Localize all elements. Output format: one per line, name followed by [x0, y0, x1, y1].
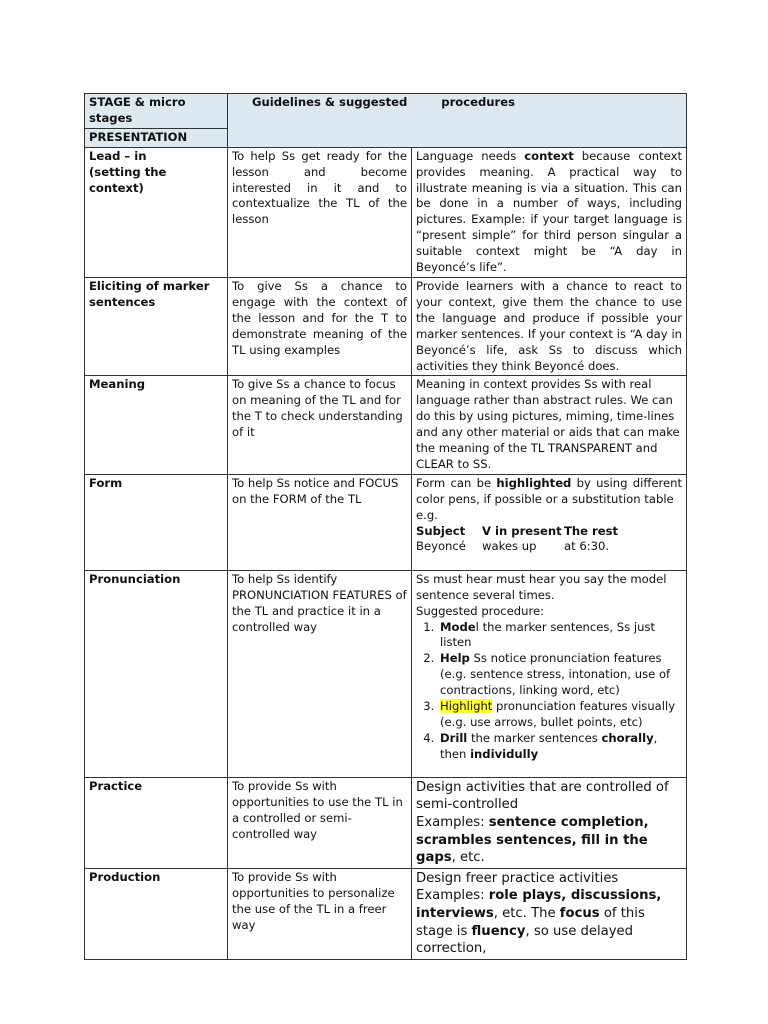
presentation-label: PRESENTATION [85, 128, 228, 147]
step-keyword: Drill [440, 730, 468, 745]
substitution-col-rest: The rest [564, 523, 619, 538]
guideline-cell: To help Ss identify PRONUNCIATION FEATURES of the TL and practice it in a controlled way [228, 570, 412, 777]
list-item [438, 620, 682, 652]
substitution-cell: at 6:30. [564, 539, 610, 554]
stage-cell: Form [85, 474, 228, 570]
procedure-text: Form can be [416, 475, 497, 490]
table-row [85, 868, 687, 959]
procedure-text: , etc. [451, 850, 485, 866]
guideline-cell: To give Ss a chance to focus on meaning of the TL and for the T to check understanding of it [228, 376, 412, 474]
procedure-text: Design freer practice activities [416, 870, 619, 886]
list-item [438, 651, 682, 699]
procedure-subheading: Suggested procedure: [416, 603, 545, 618]
guideline-cell: To provide Ss with opportunities to personalize the use of the TL in a freer way [228, 868, 412, 959]
header-row [85, 94, 687, 129]
guideline-cell: To give Ss a chance to engage with the context of the lesson and for the T to demonstrate meaning of the TL using examples [228, 277, 412, 375]
table-row [85, 376, 687, 474]
table-row [85, 570, 687, 777]
procedures-label: procedures [441, 95, 516, 109]
examples-label: Examples: [416, 815, 489, 831]
examples-label: Examples: [416, 888, 489, 904]
stage-header: STAGE & micro stages [85, 94, 228, 129]
substitution-cell: wakes up [482, 539, 537, 554]
procedure-keyword: fluency [471, 923, 526, 939]
procedure-steps [416, 620, 682, 763]
procedure-cell [412, 777, 687, 868]
stage-name: Lead – in [89, 148, 147, 163]
step-text: the marker sentences [467, 730, 602, 745]
procedure-keyword: context [524, 148, 574, 163]
procedure-intro: Ss must hear must hear you say the model sentence several times. [416, 571, 667, 602]
stage-subtitle: (setting the context) [89, 164, 167, 195]
stage-cell [85, 147, 228, 277]
list-item [438, 699, 682, 731]
examples-keywords: sentence completion, scrambles sentences, fill in the gaps [416, 815, 649, 866]
substitution-table-header [416, 524, 682, 540]
step-text: l the marker sentences, Ss just listen [440, 619, 656, 650]
procedure-cell [412, 147, 687, 277]
procedure-text: Design activities that are controlled of semi-controlled [416, 779, 669, 813]
table-row [85, 147, 687, 277]
step-keyword: chorally [601, 730, 654, 745]
guideline-cell: To help Ss notice and FOCUS on the FORM of the TL [228, 474, 412, 570]
stage-cell: Production [85, 868, 228, 959]
substitution-col-subject: Subject [416, 523, 466, 538]
procedure-keyword: focus [559, 906, 600, 921]
stage-cell: Eliciting of marker sentences [85, 277, 228, 375]
guidelines-label: Guidelines & suggested [252, 95, 408, 109]
stage-cell: Meaning [85, 376, 228, 474]
substitution-cell: Beyoncé [416, 539, 466, 554]
step-text: , then [440, 730, 658, 761]
table-row [85, 474, 687, 570]
step-keyword: individully [470, 746, 539, 761]
procedure-cell: Meaning in context provides Ss with real language rather than abstract rules. We can do this by using pictures, miming, time-lines and any other material or aids that can make the meaning of the TL TRANSPARENT and CLEAR to SS. [412, 376, 687, 474]
step-keyword: Mode [440, 619, 476, 634]
eg-label: e.g. [416, 507, 438, 522]
stage-cell: Pronunciation [85, 570, 228, 777]
step-keyword: Help [440, 651, 470, 666]
highlighted-keyword: Highlight [440, 699, 493, 714]
procedure-cell [412, 868, 687, 959]
procedure-cell [412, 570, 687, 777]
guidelines-header [228, 94, 687, 148]
table-row [85, 777, 687, 868]
procedure-keyword: highlighted [496, 475, 572, 490]
lesson-stages-table [84, 93, 687, 960]
step-text: Ss notice pronunciation features (e.g. sentence stress, intonation, use of contractions, linking word, etc) [440, 651, 671, 698]
guideline-cell: To help Ss get ready for the lesson and become interested in it and to contextualize the TL of the lesson [228, 147, 412, 277]
procedure-text: because context provides meaning. A practical way to illustrate meaning is via a situation. This can be done in a number of ways, including pictures. Example: if your target language is “present simple” for third person singular a suitable context might be “A day in Beyoncé’s life”. [416, 148, 683, 275]
step-text: pronunciation features visually (e.g. use arrows, bullet points, etc) [440, 699, 676, 729]
list-item [438, 731, 682, 763]
procedure-text: by using different color pens, if possible or a substitution table [416, 475, 682, 506]
substitution-col-verb: V in present [482, 523, 562, 538]
examples-keywords: role plays, discussions, interviews [416, 888, 662, 921]
procedure-text: of this stage is [416, 906, 645, 939]
stage-cell: Practice [85, 777, 228, 868]
procedure-text: , etc. The [493, 906, 560, 921]
substitution-table-row [416, 539, 682, 555]
procedure-text: Language needs [416, 148, 525, 163]
procedure-text: , so use delayed correction, [416, 923, 634, 957]
procedure-cell [412, 474, 687, 570]
table-row [85, 277, 687, 375]
guideline-cell: To provide Ss with opportunities to use the TL in a controlled or semi-controlled way [228, 777, 412, 868]
procedure-cell: Provide learners with a chance to react to your context, give them the chance to use the language and produce if possible your marker sentences. If your context is “A day in Beyoncé’s life, ask Ss to discuss which activities they think Beyoncé does. [412, 277, 687, 375]
